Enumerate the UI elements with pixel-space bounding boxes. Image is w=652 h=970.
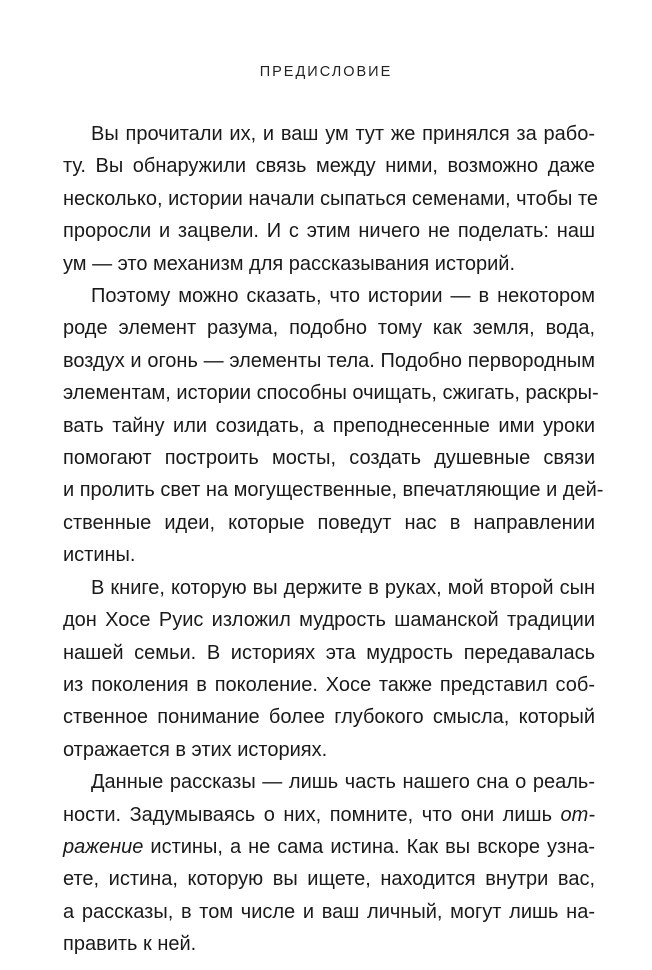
italic-word — [63, 836, 143, 858]
body-text — [63, 118, 604, 961]
text-line: несколько, истории начали сыпаться семенами, чтобы те — [63, 187, 599, 210]
text-line: проросли и зацвели. И с этим ничего не поделать: наш — [63, 220, 595, 243]
running-head: ПРЕДИСЛОВИЕ — [259, 64, 393, 80]
text-line: ту. Вы обнаружили связь между ними, возможно даже — [63, 155, 595, 178]
paragraph-1 — [63, 118, 599, 280]
text-line: элементам, истории способны очищать, сжигать, раскры- — [63, 382, 599, 405]
text-line: ете, истина, которую вы ищете, находится внутри вас, — [63, 868, 595, 891]
text-line: и пролить свет на могущественные, впечатляющие и дей- — [63, 479, 604, 502]
text-line: Вы прочитали их, и ваш ум тут же принялся за рабо- — [91, 123, 595, 145]
text-line: Поэтому можно сказать, что истории — в некотором — [91, 285, 595, 308]
text-line: нашей семьи. В историях эта мудрость передавалась — [63, 641, 595, 664]
text-line: роде элемент разума, подобно тому как земля, вода, — [63, 317, 595, 340]
text-line: а рассказы, в том числе и ваш личный, могут лишь на- — [63, 900, 595, 923]
paragraph-4 — [63, 766, 595, 960]
text-line: вать тайну или созидать, а преподнесенные ими уроки — [63, 414, 595, 437]
text-line: помогают построить мосты, создать душевные связи — [63, 447, 595, 470]
text-fragment: ра — [63, 835, 86, 858]
text-line: отражается в этих историях. — [63, 738, 328, 761]
text-line: править к ней. — [63, 933, 197, 956]
text-fragment: ности. Задумываясь о них, помните, что они лишь — [63, 803, 552, 826]
text-line: ственное понимание более глубокого смысла, который — [63, 706, 595, 729]
paragraph-3 — [63, 572, 595, 766]
italic-word: от- — [560, 803, 595, 826]
text-line: В книге, которую вы держите в руках, мой второй сын — [91, 576, 595, 599]
text-line: ственные идеи, которые поведут нас в направлении — [63, 511, 595, 534]
text-fragment: истины, а не сама истина. Как вы вскоре узна- — [143, 835, 595, 858]
text-line — [63, 831, 595, 863]
text-line: из поколения в поколение. Хосе также представил соб- — [63, 673, 595, 696]
text-line: Данные рассказы — лишь часть нашего сна о реаль- — [91, 771, 595, 794]
text-fragment: жение — [85, 835, 144, 858]
text-line — [63, 799, 595, 831]
text-line: ум — это механизм для рассказывания историй. — [63, 252, 516, 275]
text-line: истины. — [63, 544, 136, 567]
paragraph-2 — [63, 280, 604, 572]
text-line: воздух и огонь — элементы тела. Подобно первородным — [63, 349, 595, 372]
text-line: дон Хосе Руис изложил мудрость шаманской традиции — [63, 609, 595, 632]
